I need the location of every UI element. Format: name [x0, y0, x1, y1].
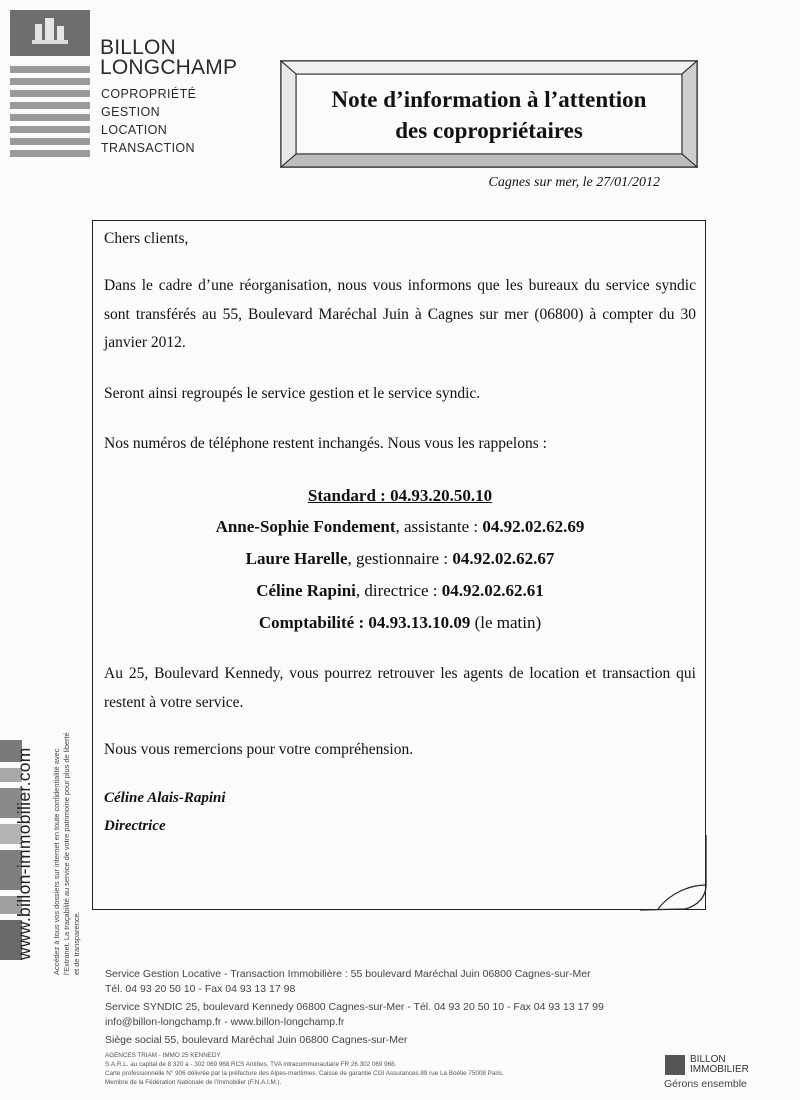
- contact-name: Laure Harelle: [245, 549, 348, 568]
- footer-syndic: Service SYNDIC 25, boulevard Kennedy 06800 Cagnes-sur-Mer - Tél. 04 93 20 50 10 - Fax 04 93 13 17 99: [105, 1001, 604, 1013]
- contact-name: Anne-Sophie Fondement: [215, 517, 396, 536]
- footer-tagline: Gérons ensemble: [664, 1078, 747, 1090]
- footer-gestion: Service Gestion Locative - Transaction Immobilière : 55 boulevard Maréchal Juin 06800 Cagnes-sur-Mer: [105, 968, 591, 980]
- contact-note: (le matin): [470, 613, 542, 632]
- contact-role: , gestionnaire :: [347, 549, 453, 568]
- contact-row: [104, 548, 696, 570]
- footer-head-office: Siège social 55, boulevard Maréchal Juin 06800 Cagnes-sur-Mer: [105, 1034, 408, 1046]
- title-line1: Note d’information à l’attention: [331, 87, 647, 112]
- contact-phone: 04.92.02.62.67: [452, 549, 555, 568]
- paragraph-thanks: Nous vous remercions pour votre compréhension.: [104, 741, 414, 758]
- contact-role: , assistante :: [395, 517, 483, 536]
- document-title: [300, 84, 678, 146]
- footer-fine-print: Membre de la Fédération Nationale de l’Immobilier (F.N.A.I.M.).: [105, 1079, 282, 1086]
- contact-phone: 04.92.02.62.69: [482, 517, 585, 536]
- contact-phone: 04.92.02.62.61: [441, 581, 544, 600]
- brand-line1: BILLON: [100, 36, 176, 59]
- footer-logo-line1: BILLON: [690, 1054, 726, 1065]
- footer-logo-icon: [665, 1055, 685, 1075]
- paragraph-grouping: Seront ainsi regroupés le service gestion et le service syndic.: [104, 385, 481, 402]
- website-link[interactable]: www.billon-immobilier.com: [14, 747, 34, 960]
- contact-role: , directrice :: [355, 581, 442, 600]
- brand-services: [101, 85, 196, 157]
- footer-logo-text: [690, 1055, 749, 1075]
- title-line2: des copropriétaires: [395, 118, 583, 143]
- place-date: Cagnes sur mer, le 27/01/2012: [488, 175, 660, 190]
- accounting-phone: Comptabilité : 04.93.13.10.09: [258, 613, 471, 632]
- page-curl: [640, 835, 720, 915]
- contact-row: [104, 580, 696, 602]
- footer-logo-line2: IMMOBILIER: [690, 1064, 749, 1075]
- paragraph-kennedy: Au 25, Boulevard Kennedy, vous pourrez retrouver les agents de location et transaction qui restent à votre service.: [104, 665, 696, 711]
- footer-contact-links[interactable]: info@billon-longchamp.fr - www.billon-longchamp.fr: [105, 1016, 345, 1028]
- paragraph-relocation: Dans le cadre d’une réorganisation, nous vous informons que les bureaux du service syndic sont transférés au 55, Boulevard Maréchal Juin à Cagnes sur mer (06800) à compter du 30 janvier 2012.: [104, 277, 696, 351]
- contact-name: Céline Rapini: [256, 581, 356, 600]
- service-item: TRANSACTION: [101, 141, 195, 155]
- service-item: GESTION: [101, 105, 161, 119]
- service-item: LOCATION: [101, 123, 168, 137]
- standard-phone: Standard : 04.93.20.50.10: [307, 486, 493, 505]
- signature-title: Directrice: [104, 818, 166, 834]
- footer-fine-print: Carte professionnelle N° 906 délivrée par la préfecture des Alpes-maritimes. Caisse de garantie CGI Assurances 89 rue La Boétie 75008 Paris.: [105, 1070, 504, 1077]
- contact-standard: [104, 485, 696, 507]
- extranet-note: Accédez à tous vos dossiers sur internet en toute confidentialité avec l’Extranet. La traçabilité au service de votre patrimoine pour plus de liberté et de transparence.: [52, 732, 81, 975]
- paragraph-phones: Nos numéros de téléphone restent inchangés. Nous vous les rappelons :: [104, 435, 547, 452]
- footer-gestion-phone: Tél. 04 93 20 50 10 - Fax 04 93 13 17 98: [105, 983, 296, 995]
- brand-name: [100, 38, 237, 78]
- footer-fine-print: AGENCES TRIAM - IMMO 25 KENNEDY: [105, 1052, 221, 1059]
- greeting: Chers clients,: [104, 230, 189, 247]
- footer-fine-print: S.A.R.L. au capital de 8 320 a - 302 069 968 RCS Antibes. TVA intracommunautaire FR 26 302 069 968.: [105, 1061, 397, 1068]
- contact-row: [104, 612, 696, 634]
- contact-row: [104, 516, 696, 538]
- building-icon: [10, 10, 90, 56]
- service-item: COPROPRIÉTÉ: [101, 87, 197, 101]
- brand-line2: LONGCHAMP: [100, 56, 238, 79]
- signature-name: Céline Alais-Rapini: [104, 790, 226, 806]
